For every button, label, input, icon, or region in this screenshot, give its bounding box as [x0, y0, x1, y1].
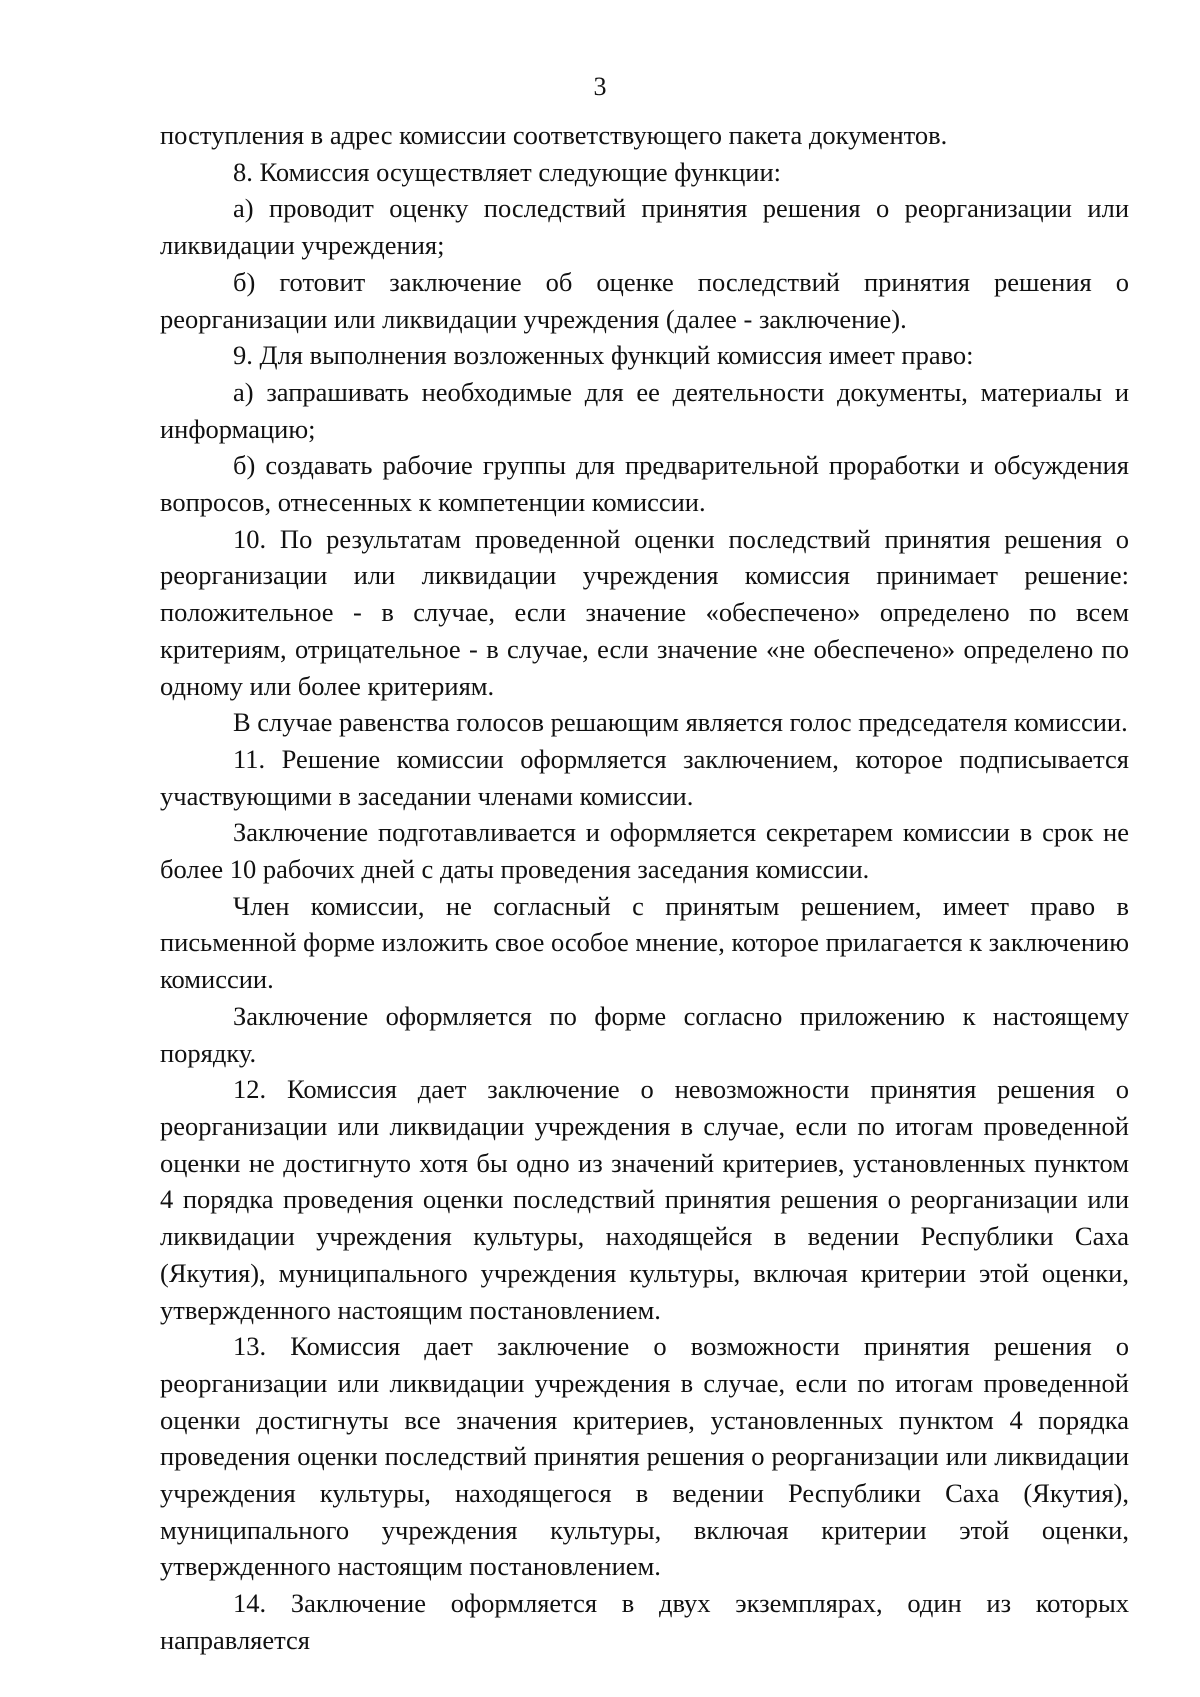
document-body	[160, 117, 1129, 1659]
paragraph-item-8a: а) проводит оценку последствий принятия решения о реорганизации или ликвидации учреждения;	[160, 193, 1129, 261]
paragraph-continuation: поступления в адрес комиссии соответствующего пакета документов.	[160, 120, 948, 150]
paragraph-dissenting-opinion: Член комиссии, не согласный с принятым решением, имеет право в письменной форме изложить свое особое мнение, которое прилагается к заключению комиссии.	[160, 890, 1129, 995]
paragraph-item-9b: б) создавать рабочие группы для предварительной проработки и обсуждения вопросов, отнесенных к компетенции комиссии.	[160, 450, 1129, 518]
paragraph-item-8b: б) готовит заключение об оценке последствий принятия решения о реорганизации или ликвидации учреждения (далее - заключение).	[160, 266, 1129, 334]
paragraph-tie-vote: В случае равенства голосов решающим является голос председателя комиссии.	[233, 707, 1128, 738]
paragraph-item-8: 8. Комиссия осуществляет следующие функции:	[233, 156, 781, 187]
paragraph-item-14: 14. Заключение оформляется в двух экземплярах, один из которых направляется	[160, 1588, 1129, 1655]
paragraph-conclusion-form: Заключение оформляется по форме согласно приложению к настоящему порядку.	[160, 1000, 1129, 1068]
paragraph-item-9: 9. Для выполнения возложенных функций комиссия имеет право:	[233, 340, 974, 371]
paragraph-conclusion-preparation: Заключение подготавливается и оформляется секретарем комиссии в срок не более 10 рабочих дней с даты проведения заседания комиссии.	[160, 817, 1129, 885]
page-number: 3	[593, 72, 607, 101]
paragraph-item-12: 12. Комиссия дает заключение о невозможности принятия решения о реорганизации или ликвидации учреждения в случае, если по итогам проведенной оценки не достигнуто хотя бы одно из значений критериев, установленных пунктом 4 порядка проведения оценки последствий принятия решения о реорганизации или ликвидации учреждения культуры, находящейся в ведении Республики Саха (Якутия), муниципального учреждения культуры, включая критерии этой оценки, утвержденного настоящим постановлением.	[160, 1074, 1129, 1325]
paragraph-item-13: 13. Комиссия дает заключение о возможности принятия решения о реорганизации или ликвидации учреждения в случае, если по итогам проведенной оценки достигнуты все значения критериев, установленных пунктом 4 порядка проведения оценки последствий принятия решения о реорганизации или ликвидации учреждения культуры, находящегося в ведении Республики Саха (Якутия), муниципального учреждения культуры, включая критерии этой оценки, утвержденного настоящим постановлением.	[160, 1331, 1129, 1582]
paragraph-item-10: 10. По результатам проведенной оценки последствий принятия решения о реорганизации или ликвидации учреждения комиссия принимает решение: положительное - в случае, если значение «обеспечено» определено по всем критериям, отрицательное - в случае, если значение «не обеспечено» определено по одному или более критериям.	[160, 523, 1129, 701]
paragraph-item-11: 11. Решение комиссии оформляется заключением, которое подписывается участвующими в заседании членами комиссии.	[160, 743, 1129, 811]
paragraph-item-9a: а) запрашивать необходимые для ее деятельности документы, материалы и информацию;	[160, 376, 1129, 444]
